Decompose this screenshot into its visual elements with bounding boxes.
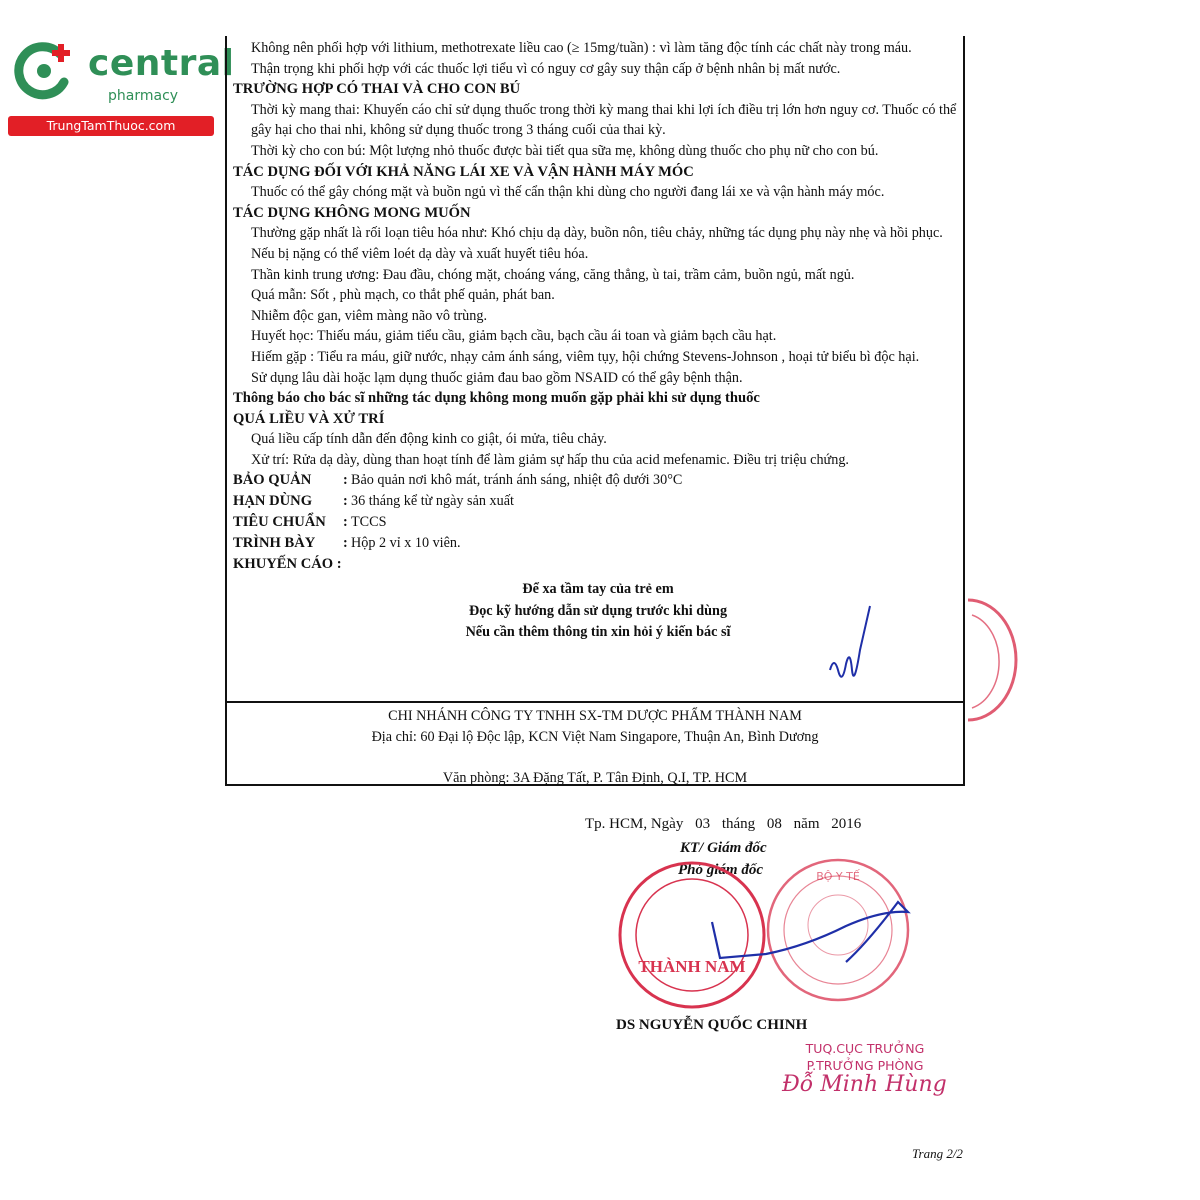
approval-stamp (785, 1040, 945, 1074)
signer-name: DS NGUYỄN QUỐC CHINH (616, 1017, 808, 1033)
overdose-text: Xử trí: Rửa dạ dày, dùng than hoạt tính để làm giảm sự hấp thu của acid mefenamic. Điều trị triệu chứng. (251, 451, 849, 468)
packaging-row: TRÌNH BÀY : Hộp 2 vỉ x 10 viên. (233, 533, 963, 554)
section-heading-pregnancy: TRƯỜNG HỢP CÓ THAI VÀ CHO CON BÚ (233, 81, 521, 98)
director-signature-icon (712, 902, 908, 962)
approval-line-2: P.TRƯỞNG PHÒNG (806, 1058, 924, 1073)
warning-label: KHUYẾN CÁO : (233, 556, 342, 573)
pregnancy-text: Thời kỳ mang thai: Khuyến cáo chỉ sử dụng thuốc trong thời kỳ mang thai khi lợi ích điều trị lớn hơn nguy cơ. Thuốc có thể gây hại cho thai nhi, không sử dụng thuốc trong 3 tháng cuối của thai kỳ. (251, 101, 957, 139)
overdose-text: Quá liều cấp tính dẫn đến động kinh co giật, ói mửa, tiêu chảy. (251, 431, 607, 448)
section-heading-overdose: QUÁ LIỀU VÀ XỬ TRÍ (233, 410, 385, 427)
side-effect-text: Quá mẫn: Sốt , phù mạch, co thắt phế quản, phát ban. (251, 287, 555, 304)
company-address: Địa chỉ: 60 Đại lộ Độc lập, KCN Việt Nam Singapore, Thuận An, Bình Dương (371, 729, 819, 745)
section-heading-side-effects: TÁC DỤNG KHÔNG MONG MUỐN (233, 204, 471, 221)
ministry-stamp-icon (768, 860, 908, 1000)
side-effect-text: Huyết học: Thiếu máu, giảm tiểu cầu, giảm bạch cầu, bạch cầu ái toan và giảm bạch cầu hạt. (251, 328, 777, 345)
packaging-value: Hộp 2 vỉ x 10 viên. (351, 535, 461, 552)
warning-line: Để xa tầm tay của trẻ em (522, 581, 674, 598)
footer-divider (227, 701, 963, 703)
date-day: 03 (695, 816, 711, 832)
warning-line: Đọc kỹ hướng dẫn sử dụng trước khi dùng (468, 602, 728, 619)
ministry-stamp-text: BỘ Y TẾ (816, 870, 860, 883)
date-month: 08 (766, 816, 782, 832)
approver-name: Đỗ Minh Hùng (782, 1072, 947, 1097)
approval-line-1: TUQ.CỤC TRƯỞNG (805, 1041, 925, 1056)
deputy-director-title: Phó giám đốc (678, 862, 763, 878)
expiry-value: 36 tháng kể từ ngày sản xuất (351, 493, 514, 510)
pharmacy-cross-icon (14, 40, 74, 100)
date-year-label: năm (793, 816, 820, 832)
company-stamp-icon (620, 863, 764, 1007)
logo-subtitle: pharmacy (108, 88, 179, 104)
date-month-label: tháng (721, 816, 756, 832)
expiry-row: HẠN DÙNG : 36 tháng kể từ ngày sản xuất (233, 491, 963, 512)
margin-stamp-icon (968, 600, 1016, 720)
side-effect-text: Hiếm gặp : Tiểu ra máu, giữ nước, nhạy cảm ánh sáng, viêm tụy, hội chứng Stevens-Johnson , hoại tử biểu bì độc hại. (251, 348, 920, 365)
breastfeeding-text: Thời kỳ cho con bú: Một lượng nhỏ thuốc được bài tiết qua sữa mẹ, không dùng thuốc cho phụ nữ cho con bú. (251, 142, 879, 159)
date-place: Tp. HCM, Ngày (585, 816, 684, 832)
company-stamp-text: THÀNH NAM (638, 957, 746, 976)
leaflet-box (225, 36, 965, 786)
company-office: Văn phòng: 3A Đặng Tất, P. Tân Định, Q.I, TP. HCM (442, 770, 748, 786)
interaction-text-2: Thận trọng khi phối hợp với các thuốc lợi tiểu vì có nguy cơ gây suy thận cấp ở bệnh nhân bị mất nước. (251, 60, 841, 77)
date-line (585, 816, 861, 833)
company-name: CHI NHÁNH CÔNG TY TNHH SX-TM DƯỢC PHẨM THÀNH NAM (388, 708, 802, 724)
section-heading-driving: TÁC DỤNG ĐỐI VỚI KHẢ NĂNG LÁI XE VÀ VẬN HÀNH MÁY MÓC (233, 163, 694, 180)
side-effect-text: Thường gặp nhất là rối loạn tiêu hóa như: Khó chịu dạ dày, buồn nôn, tiêu chảy, những tác dụng phụ này nhẹ và hồi phục. Nếu bị nặng có thể viêm loét dạ dày và xuất huyết tiêu hóa. (251, 225, 943, 262)
central-pharmacy-logo (8, 36, 235, 136)
doctor-notice: Thông báo cho bác sĩ những tác dụng không mong muốn gặp phải khi sử dụng thuốc (233, 390, 760, 407)
standard-label: TIÊU CHUẨN (233, 514, 326, 531)
side-effect-text: Thần kinh trung ương: Đau đầu, chóng mặt, choáng váng, căng thẳng, ù tai, trầm cảm, buồn ngủ, mất ngủ. (251, 266, 855, 283)
standard-row: TIÊU CHUẨN : TCCS (233, 512, 963, 533)
leaflet-content (233, 38, 963, 644)
interaction-text-1: Không nên phối hợp với lithium, methotrexate liều cao (≥ 15mg/tuần) : vì làm tăng độc tính các chất này trong máu. (251, 40, 912, 56)
side-effect-text: Nhiễm độc gan, viêm màng não vô trùng. (251, 307, 488, 324)
logo-wordmark: central (88, 43, 235, 84)
logo-banner[interactable]: TrungTamThuoc.com (8, 116, 214, 136)
company-footer (227, 706, 963, 789)
standard-value: TCCS (351, 514, 387, 531)
director-title: KT/ Giám đốc (680, 840, 767, 856)
storage-label: BẢO QUẢN (233, 472, 312, 489)
side-effect-text: Sử dụng lâu dài hoặc lạm dụng thuốc giảm đau bao gồm NSAID có thể gây bệnh thận. (251, 369, 743, 386)
page-number: Trang 2/2 (912, 1146, 963, 1161)
warning-line: Nếu cần thêm thông tin xin hỏi ý kiến bác sĩ (465, 624, 731, 641)
storage-row: BẢO QUẢN : Bảo quản nơi khô mát, tránh ánh sáng, nhiệt độ dưới 30°C (233, 470, 963, 491)
expiry-label: HẠN DÙNG (233, 493, 313, 510)
driving-text: Thuốc có thể gây chóng mặt và buồn ngủ vì thế cẩn thận khi dùng cho người đang lái xe và vận hành máy móc. (251, 184, 885, 201)
warning-lines (233, 579, 963, 644)
packaging-label: TRÌNH BÀY (233, 535, 316, 552)
storage-value: Bảo quản nơi khô mát, tránh ánh sáng, nhiệt độ dưới 30°C (351, 472, 683, 489)
date-year: 2016 (831, 816, 862, 832)
